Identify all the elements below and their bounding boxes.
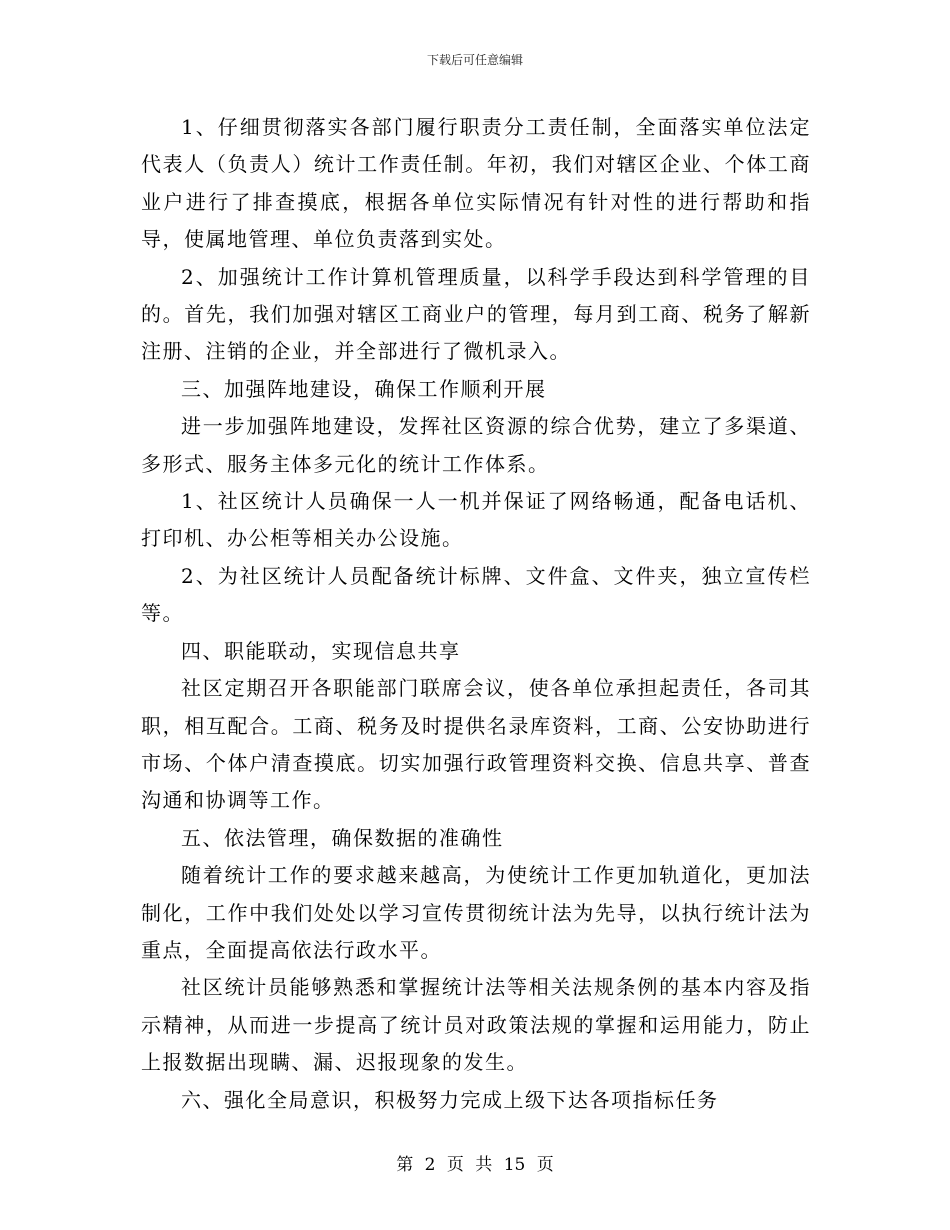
paragraph-2: 2、加强统计工作计算机管理质量，以科学手段达到科学管理的目的。首先，我们加强对辖区工商业户的管理，每月到工商、税务了解新注册、注销的企业，并全部进行了微机录入。 [141,264,811,364]
section-heading-6: 六、强化全局意识，积极努力完成上级下达各项指标任务 [181,1087,719,1112]
paragraph-5: 2、为社区统计人员配备统计标牌、文件盒、文件夹，独立宣传栏等。 [141,563,811,626]
section-heading-3: 三、加强阵地建设，确保工作顺利开展 [181,376,547,401]
paragraph-6: 社区定期召开各职能部门联席会议，使各单位承担起责任，各司其职，相互配合。工商、税务及时提供名录库资料，工商、公安协助进行市场、个体户清查摸底。切实加强行政管理资料交换、信息共享、普查沟通和协调等工作。 [141,676,811,813]
section-heading-4: 四、职能联动，实现信息共享 [181,638,461,663]
document-body [141,109,811,1119]
page-header: 下载后可任意编辑 [426,53,523,67]
paragraph-4: 1、社区统计人员确保一人一机并保证了网络畅通，配备电话机、打印机、办公柜等相关办公设施。 [141,489,811,551]
paragraph-8: 社区统计员能够熟悉和掌握统计法等相关法规条例的基本内容及指示精神，从而进一步提高了统计员对政策法规的掌握和运用能力，防止上报数据出现瞒、漏、迟报现象的发生。 [141,975,811,1075]
paragraph-1: 1、仔细贯彻落实各部门履行职责分工责任制，全面落实单位法定代表人（负责人）统计工作责任制。年初，我们对辖区企业、个体工商业户进行了排查摸底，根据各单位实际情况有针对性的进行帮助和指导，使属地管理、单位负责落到实处。 [141,115,811,252]
section-heading-5: 五、依法管理，确保数据的准确性 [181,825,504,850]
paragraph-3: 进一步加强阵地建设，发挥社区资源的综合优势，建立了多渠道、多形式、服务主体多元化的统计工作体系。 [141,414,811,476]
page-number-footer: 第 2 页 共 15 页 [396,1155,554,1175]
paragraph-7: 随着统计工作的要求越来越高，为使统计工作更加轨道化，更加法制化，工作中我们处处以学习宣传贯彻统计法为先导，以执行统计法为重点，全面提高依法行政水平。 [141,863,811,962]
